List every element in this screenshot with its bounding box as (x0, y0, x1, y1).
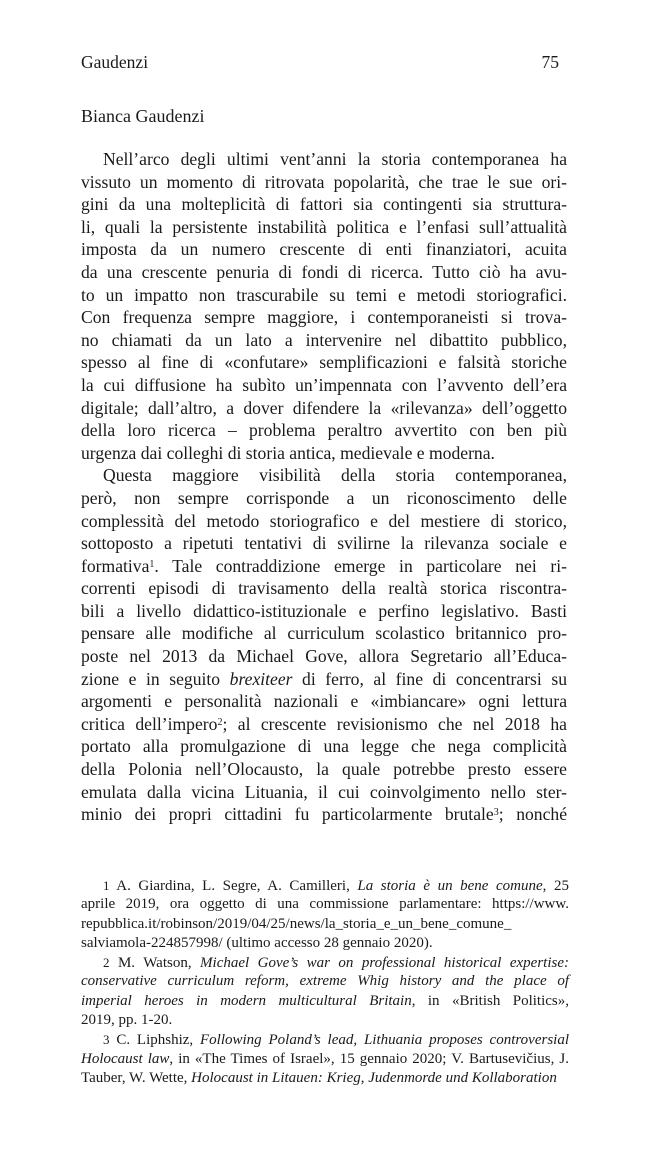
footnote-ref: 2 (217, 716, 223, 728)
article-author: Bianca Gaudenzi (81, 106, 205, 126)
footnotes (81, 876, 569, 1088)
body-line: spesso al fine di «confutare» semplificazioni e falsità storiche (81, 352, 567, 373)
footnote-1-line: repubblica.it/robinson/2019/04/25/news/la_storia_e_un_bene_comune_ (81, 915, 512, 932)
footnote-ref: 3 (493, 807, 499, 819)
body-line: digitale; dall’altro, a dover difendere la «rilevanza» dell’oggetto (81, 397, 567, 418)
body-line: zione e in seguito brexiteer di ferro, al fine di concentrarsi su (81, 668, 567, 689)
body-line: minio dei propri cittadini fu particolarmente brutale$^3$; nonché (81, 804, 567, 825)
body-line: però, non sempre corrisponde a un riconoscimento delle (81, 487, 567, 508)
footnote-number: 3 (103, 1032, 110, 1048)
footnote-3-line: 3 C. Liphshiz, Following Poland’s lead, Lithuania proposes controversial (103, 1032, 569, 1049)
body-line: li, quali la persistente instabilità politica e l’enfasi sull’attualità (81, 216, 567, 237)
footnote-2-line: conservative curriculum reform, extreme Whig history and the place of (81, 973, 569, 990)
body-line: imposta da un numero crescente di enti finanziatori, acuita (81, 239, 567, 260)
body-line: emulata dalla vicina Lituania, il cui coinvolgimento nello ster- (81, 781, 567, 802)
body-line: pensare alle modifiche al curriculum scolastico britannico pro- (81, 623, 567, 644)
footnote-2-line: 2 M. Watson, Michael Gove’s war on professional historical expertise: (103, 955, 569, 972)
body-line: critica dell’impero$^2$; al crescente revisionismo che nel 2018 ha (81, 713, 567, 734)
running-head-author: Gaudenzi (81, 52, 149, 72)
body-line: argomenti e personalità nazionali e «imbiancare» ogni lettura (81, 691, 567, 712)
body-line: formativa$^1$. Tale contraddizione emerge in particolare nei ri- (81, 555, 567, 576)
footnote-1-line: aprile 2019, ora oggetto di una commissione parlamentare: https://www. (81, 896, 569, 913)
body-line: della loro ricerca – problema peraltro avvertito con ben più (81, 420, 567, 441)
body-line: della Polonia nell’Olocausto, la quale potrebbe presto essere (81, 759, 567, 780)
body-line: urgenza dai colleghi di storia antica, medievale e moderna. (81, 442, 495, 463)
body-line: no chiamati da un lato a intervenire nel dibattito pubblico, (81, 329, 567, 350)
body-line: portato alla promulgazione di una legge che nega complicità (81, 736, 567, 757)
footnote-2-line: 2019, pp. 1-20. (81, 1012, 173, 1029)
body-line: Questa maggiore visibilità della storia contemporanea, (103, 465, 567, 486)
footnote-number: 1 (103, 878, 110, 893)
body-line: poste nel 2013 da Michael Gove, allora Segretario all’Educa- (81, 646, 567, 667)
footnote-1-line: salviamola-224857998/ (ultimo accesso 28 gennaio 2020). (81, 934, 433, 951)
body-line: complessità del metodo storiografico e del mestiere di storico, (81, 510, 567, 531)
footnote-1-line: 1 A. Giardina, L. Segre, A. Camilleri, La storia è un bene comune, 25 (103, 878, 569, 894)
body-line: da una crescente penuria di fondi di ricerca. Tutto ciò ha avu- (81, 261, 567, 282)
footnote-2-line: imperial heroes in modern multicultural Britain, in «British Politics», (81, 992, 570, 1009)
footnote-number: 2 (103, 955, 110, 971)
body-line: vissuto un momento di ritrovata popolarità, che trae le sue ori- (81, 171, 567, 192)
body-line: correnti episodi di travisamento della realtà storica riscontra- (81, 578, 567, 599)
body-line: Con frequenza sempre maggiore, i contemporaneisti si trova- (81, 307, 567, 328)
footnote-3-line: Holocaust law, in «The Times of Israel», 15 gennaio 2020; V. Bartusevičius, J. (81, 1050, 569, 1067)
body-line: to un impatto non trascurabile su temi e metodi storiografici. (81, 284, 567, 305)
body-text (81, 148, 567, 826)
body-line: sottoposto a ripetuti tentativi di svilirne la rilevanza sociale e (81, 533, 567, 554)
body-line: bili a livello didattico-istituzionale e perfino legislativo. Basti (81, 600, 567, 621)
page-number: 75 (541, 52, 559, 72)
body-line: gini da una molteplicità di fattori sia contingenti sia struttura- (81, 194, 567, 215)
running-header (81, 52, 559, 78)
body-line: Nell’arco degli ultimi vent’anni la storia contemporanea ha (103, 149, 567, 169)
footnote-3-line: Tauber, W. Wette, Holocaust in Litauen: Krieg, Judenmorde und Kollaboration (81, 1069, 557, 1086)
footnote-ref: 1 (149, 558, 155, 570)
body-line: la cui diffusione ha subìto un’impennata con l’avvento dell’era (81, 374, 567, 395)
